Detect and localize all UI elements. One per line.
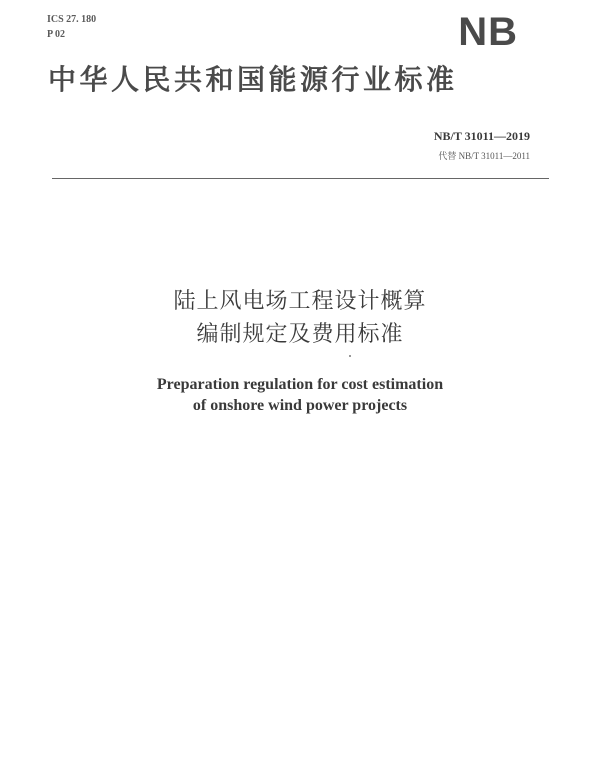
chinese-title-line-1: 陆上风电场工程设计概算	[173, 289, 427, 314]
chinese-title-line-2: 编制规定及费用标准	[196, 322, 404, 347]
chinese-title	[0, 285, 600, 351]
scan-mark	[349, 355, 351, 357]
ics-code: ICS 27. 180	[47, 14, 97, 25]
english-title-line-1: Preparation regulation for cost estimation	[156, 376, 444, 393]
english-title	[0, 374, 600, 416]
issuer-title: 中华人民共和国能源行业标准	[48, 63, 458, 96]
english-title-line-2: of onshore wind power projects	[192, 397, 408, 414]
nb-logo: NB	[458, 10, 518, 54]
standard-number: NB/T 31011—2019	[433, 129, 530, 143]
classification-codes	[47, 12, 96, 42]
replaces-standard: 代替 NB/T 31011—2011	[438, 151, 530, 161]
category-code: P 02	[47, 29, 66, 40]
header-divider	[52, 178, 549, 179]
